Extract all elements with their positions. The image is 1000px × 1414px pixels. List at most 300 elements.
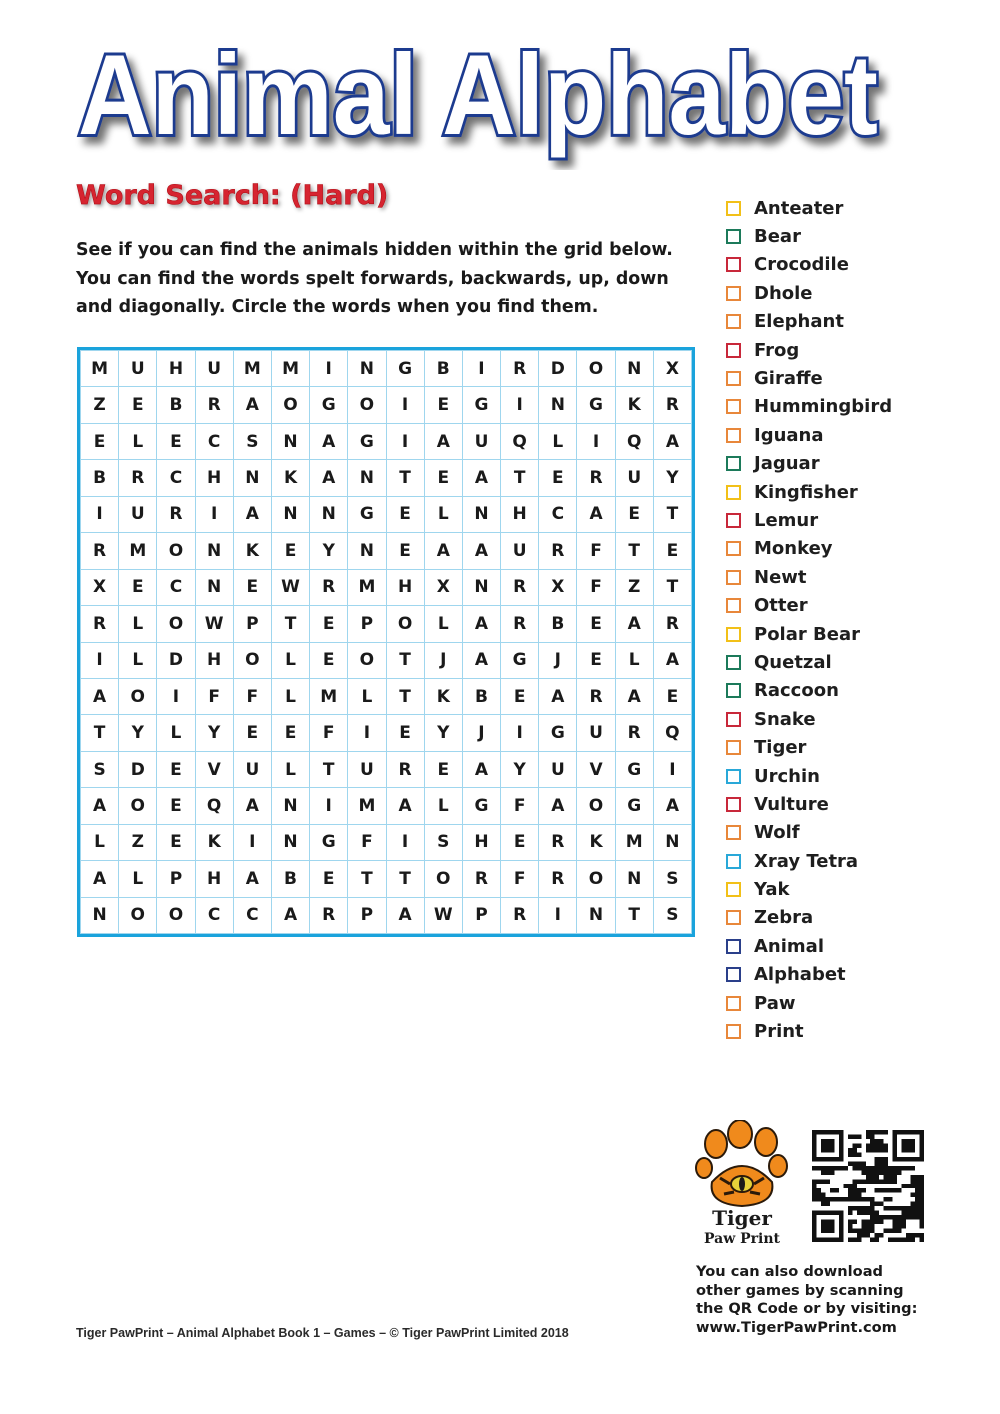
grid-cell[interactable]: A [386,897,424,933]
grid-cell[interactable]: N [271,788,309,824]
grid-cell[interactable]: E [424,751,462,787]
grid-cell[interactable]: O [348,642,386,678]
grid-cell[interactable]: H [195,861,233,897]
grid-cell[interactable]: A [81,861,119,897]
grid-cell[interactable]: X [539,569,577,605]
grid-cell[interactable]: H [195,642,233,678]
grid-cell[interactable]: E [501,678,539,714]
grid-cell[interactable]: G [539,715,577,751]
checkbox-icon[interactable] [726,627,741,642]
grid-cell[interactable]: E [119,569,157,605]
grid-cell[interactable]: F [501,861,539,897]
grid-cell[interactable]: A [424,533,462,569]
instruction-line: and diagonally. Circle the words when you find them. [76,297,599,317]
grid-cell[interactable]: B [81,460,119,496]
grid-cell[interactable]: T [615,533,653,569]
grid-cell[interactable]: I [501,387,539,423]
grid-cell[interactable]: G [310,387,348,423]
grid-cell[interactable]: Z [81,387,119,423]
grid-cell[interactable]: O [119,897,157,933]
grid-cell[interactable]: A [233,387,271,423]
checkbox-icon[interactable] [726,740,741,755]
checkbox-icon[interactable] [726,1024,741,1039]
grid-cell[interactable]: E [501,824,539,860]
grid-cell[interactable]: A [310,460,348,496]
grid-cell[interactable]: F [195,678,233,714]
grid-cell[interactable]: M [348,569,386,605]
grid-cell[interactable]: M [348,788,386,824]
checkbox-icon[interactable] [726,825,741,840]
grid-cell[interactable]: E [271,533,309,569]
grid-cell[interactable]: N [577,897,615,933]
grid-cell[interactable]: J [462,715,500,751]
grid-cell[interactable]: I [233,824,271,860]
grid-cell[interactable]: E [233,569,271,605]
grid-cell[interactable]: C [233,897,271,933]
grid-cell[interactable]: I [195,496,233,532]
grid-cell[interactable]: N [653,824,691,860]
checkbox-icon[interactable] [726,343,741,358]
grid-cell[interactable]: A [462,533,500,569]
grid-cell[interactable]: I [157,678,195,714]
grid-cell[interactable]: C [157,569,195,605]
grid-cell[interactable]: K [233,533,271,569]
word-label: Frog [754,339,800,361]
checkbox-icon[interactable] [726,485,741,500]
grid-cell[interactable]: A [462,751,500,787]
grid-cell[interactable]: L [157,715,195,751]
grid-cell[interactable]: G [462,788,500,824]
grid-cell[interactable]: T [310,751,348,787]
grid-cell[interactable]: N [615,351,653,387]
grid-cell[interactable]: N [195,569,233,605]
grid-cell[interactable]: R [539,861,577,897]
grid-cell[interactable]: U [501,533,539,569]
grid-cell[interactable]: A [577,496,615,532]
grid-cell[interactable]: R [310,569,348,605]
grid-cell[interactable]: Q [501,423,539,459]
grid-cell[interactable]: U [119,496,157,532]
grid-cell[interactable]: N [348,533,386,569]
grid-cell[interactable]: S [233,423,271,459]
grid-cell[interactable]: E [271,715,309,751]
grid-cell[interactable]: M [310,678,348,714]
grid-cell[interactable]: E [157,751,195,787]
grid-cell[interactable]: E [653,533,691,569]
grid-cell[interactable]: G [577,387,615,423]
grid-cell[interactable]: G [386,351,424,387]
grid-cell[interactable]: E [615,496,653,532]
grid-cell[interactable]: T [386,460,424,496]
grid-cell[interactable]: N [271,496,309,532]
grid-cell[interactable]: F [577,533,615,569]
grid-cell[interactable]: G [310,824,348,860]
grid-cell[interactable]: E [233,715,271,751]
grid-cell[interactable]: B [462,678,500,714]
grid-cell[interactable]: G [348,496,386,532]
word-list-item [726,677,892,705]
grid-cell[interactable]: A [310,423,348,459]
grid-cell[interactable]: E [157,824,195,860]
checkbox-icon[interactable] [726,570,741,585]
grid-cell[interactable]: R [501,351,539,387]
grid-cell[interactable]: A [539,788,577,824]
grid-cell[interactable]: H [195,460,233,496]
grid-cell[interactable]: O [271,387,309,423]
grid-cell[interactable]: G [501,642,539,678]
grid-cell[interactable]: Y [424,715,462,751]
grid-cell[interactable]: I [539,897,577,933]
grid-cell[interactable]: F [577,569,615,605]
checkbox-icon[interactable] [726,456,741,471]
grid-cell[interactable]: A [233,788,271,824]
grid-cell[interactable]: U [615,460,653,496]
grid-cell[interactable]: H [386,569,424,605]
grid-cell[interactable]: E [386,533,424,569]
grid-cell[interactable]: I [386,824,424,860]
grid-cell[interactable]: T [653,569,691,605]
grid-cell[interactable]: T [501,460,539,496]
grid-cell[interactable]: C [195,423,233,459]
grid-cell[interactable]: R [577,678,615,714]
grid-cell[interactable]: W [195,606,233,642]
grid-cell[interactable]: A [81,788,119,824]
grid-cell[interactable]: M [233,351,271,387]
grid-cell[interactable]: L [348,678,386,714]
grid-cell[interactable]: B [271,861,309,897]
grid-cell[interactable]: U [119,351,157,387]
grid-cell[interactable]: L [271,678,309,714]
checkbox-icon[interactable] [726,598,741,613]
grid-cell[interactable]: N [233,460,271,496]
checkbox-icon[interactable] [726,428,741,443]
grid-cell[interactable]: E [424,460,462,496]
grid-cell[interactable]: O [157,897,195,933]
grid-cell[interactable]: K [195,824,233,860]
grid-cell[interactable]: E [310,606,348,642]
grid-cell[interactable]: L [539,423,577,459]
checkbox-icon[interactable] [726,541,741,556]
grid-cell[interactable]: E [157,788,195,824]
word-label: Urchin [754,765,820,787]
grid-cell[interactable]: G [615,788,653,824]
word-list-item [726,421,892,449]
word-label: Crocodile [754,254,849,276]
grid-cell[interactable]: A [653,788,691,824]
grid-cell[interactable]: A [233,861,271,897]
grid-cell[interactable]: A [615,606,653,642]
grid-cell[interactable]: R [615,715,653,751]
grid-cell[interactable]: I [577,423,615,459]
grid-cell[interactable]: A [653,642,691,678]
grid-cell[interactable]: N [271,423,309,459]
logo-text-tiger: Tiger [712,1206,772,1230]
grid-cell[interactable]: G [348,423,386,459]
grid-cell[interactable]: I [462,351,500,387]
grid-cell[interactable]: P [157,861,195,897]
grid-cell[interactable]: F [310,715,348,751]
grid-cell[interactable]: G [462,387,500,423]
grid-cell[interactable]: I [653,751,691,787]
grid-cell[interactable]: A [539,678,577,714]
grid-cell[interactable]: L [119,423,157,459]
grid-row [81,715,692,751]
grid-cell[interactable]: N [310,496,348,532]
grid-cell[interactable]: U [462,423,500,459]
grid-cell[interactable]: O [577,861,615,897]
word-label: Alphabet [754,964,846,986]
grid-cell[interactable]: V [195,751,233,787]
grid-cell[interactable]: I [310,351,348,387]
grid-cell[interactable]: C [195,897,233,933]
grid-cell[interactable]: Z [615,569,653,605]
grid-cell[interactable]: G [615,751,653,787]
grid-cell[interactable]: R [195,387,233,423]
grid-cell[interactable]: E [310,642,348,678]
word-list-item [726,591,892,619]
grid-cell[interactable]: R [310,897,348,933]
grid-cell[interactable]: U [348,751,386,787]
grid-cell[interactable]: E [386,715,424,751]
grid-cell[interactable]: Y [119,715,157,751]
grid-cell[interactable]: I [386,387,424,423]
checkbox-icon[interactable] [726,286,741,301]
grid-cell[interactable]: B [424,351,462,387]
grid-cell[interactable]: M [81,351,119,387]
grid-cell[interactable]: T [615,897,653,933]
grid-cell[interactable]: P [233,606,271,642]
grid-cell[interactable]: L [271,642,309,678]
grid-cell[interactable]: N [195,533,233,569]
grid-cell[interactable]: N [539,387,577,423]
grid-cell[interactable]: T [386,678,424,714]
grid-cell[interactable]: M [271,351,309,387]
checkbox-icon[interactable] [726,769,741,784]
checkbox-icon[interactable] [726,712,741,727]
checkbox-icon[interactable] [726,655,741,670]
grid-cell[interactable]: B [539,606,577,642]
grid-cell[interactable]: O [386,606,424,642]
checkbox-icon[interactable] [726,882,741,897]
grid-cell[interactable]: E [386,496,424,532]
grid-cell[interactable]: X [653,351,691,387]
grid-cell[interactable]: R [119,460,157,496]
grid-cell[interactable]: A [233,496,271,532]
checkbox-icon[interactable] [726,967,741,982]
grid-cell[interactable]: B [157,387,195,423]
grid-cell[interactable]: A [462,606,500,642]
grid-cell[interactable]: R [386,751,424,787]
grid-cell[interactable]: L [424,788,462,824]
grid-cell[interactable]: L [119,642,157,678]
grid-cell[interactable]: F [233,678,271,714]
grid-cell[interactable]: U [195,351,233,387]
grid-cell[interactable]: S [424,824,462,860]
grid-cell[interactable]: O [157,533,195,569]
checkbox-icon[interactable] [726,257,741,272]
grid-cell[interactable]: K [424,678,462,714]
grid-cell[interactable]: A [615,678,653,714]
grid-cell[interactable]: Y [310,533,348,569]
grid-cell[interactable]: I [310,788,348,824]
grid-cell[interactable]: O [157,606,195,642]
grid-cell[interactable]: U [539,751,577,787]
grid-cell[interactable]: N [271,824,309,860]
grid-row [81,788,692,824]
grid-cell[interactable]: A [424,423,462,459]
grid-cell[interactable]: I [501,715,539,751]
grid-cell[interactable]: K [615,387,653,423]
grid-cell[interactable]: H [462,824,500,860]
grid-cell[interactable]: C [539,496,577,532]
grid-cell[interactable]: O [577,351,615,387]
grid-cell[interactable]: R [577,460,615,496]
grid-cell[interactable]: A [81,678,119,714]
checkbox-icon[interactable] [726,229,741,244]
grid-cell[interactable]: O [233,642,271,678]
grid-cell[interactable]: L [119,861,157,897]
grid-cell[interactable]: Y [195,715,233,751]
grid-cell[interactable]: W [271,569,309,605]
grid-cell[interactable]: U [233,751,271,787]
grid-cell[interactable]: E [577,606,615,642]
grid-cell[interactable]: I [81,642,119,678]
grid-cell[interactable]: V [577,751,615,787]
grid-cell[interactable]: I [81,496,119,532]
grid-cell[interactable]: X [424,569,462,605]
checkbox-icon[interactable] [726,314,741,329]
grid-cell[interactable]: E [424,387,462,423]
grid-cell[interactable]: C [157,460,195,496]
grid-cell[interactable]: L [119,606,157,642]
grid-cell[interactable]: S [653,897,691,933]
grid-cell[interactable]: O [424,861,462,897]
grid-cell[interactable]: F [501,788,539,824]
checkbox-icon[interactable] [726,939,741,954]
grid-cell[interactable]: L [424,496,462,532]
grid-cell[interactable]: O [577,788,615,824]
grid-cell[interactable]: J [424,642,462,678]
grid-cell[interactable]: L [271,751,309,787]
grid-cell[interactable]: L [81,824,119,860]
grid-cell[interactable]: R [501,606,539,642]
grid-cell[interactable]: D [157,642,195,678]
grid-cell[interactable]: Z [119,824,157,860]
grid-cell[interactable]: Y [653,460,691,496]
grid-cell[interactable]: E [157,423,195,459]
grid-cell[interactable]: M [119,533,157,569]
grid-cell[interactable]: I [386,423,424,459]
grid-cell[interactable]: R [539,533,577,569]
grid-cell[interactable]: R [501,569,539,605]
grid-cell[interactable]: E [653,678,691,714]
grid-cell[interactable]: N [615,861,653,897]
word-list-item [726,819,892,847]
grid-cell[interactable]: R [462,861,500,897]
grid-cell[interactable]: E [310,861,348,897]
grid-cell[interactable]: W [424,897,462,933]
grid-cell[interactable]: A [462,642,500,678]
grid-cell[interactable]: R [157,496,195,532]
grid-cell[interactable]: Q [653,715,691,751]
grid-cell[interactable]: Q [615,423,653,459]
grid-cell[interactable]: N [462,569,500,605]
checkbox-icon[interactable] [726,513,741,528]
grid-cell[interactable]: S [653,861,691,897]
checkbox-icon[interactable] [726,201,741,216]
grid-cell[interactable]: R [81,533,119,569]
checkbox-icon[interactable] [726,910,741,925]
grid-cell[interactable]: R [81,606,119,642]
grid-cell[interactable]: S [81,751,119,787]
grid-cell[interactable]: H [157,351,195,387]
grid-cell[interactable]: I [348,715,386,751]
grid-cell[interactable]: J [539,642,577,678]
grid-cell[interactable]: A [462,460,500,496]
grid-cell[interactable]: P [348,897,386,933]
checkbox-icon[interactable] [726,996,741,1011]
grid-cell[interactable]: K [271,460,309,496]
grid-cell[interactable]: K [577,824,615,860]
grid-cell[interactable]: A [653,423,691,459]
checkbox-icon[interactable] [726,797,741,812]
grid-cell[interactable]: D [539,351,577,387]
grid-cell[interactable]: E [577,642,615,678]
grid-cell[interactable]: O [348,387,386,423]
website-link[interactable]: www.TigerPawPrint.com [696,1318,897,1336]
grid-cell[interactable]: L [424,606,462,642]
grid-cell[interactable]: N [348,351,386,387]
grid-cell[interactable]: T [386,642,424,678]
grid-cell[interactable]: T [271,606,309,642]
grid-cell[interactable]: O [119,678,157,714]
grid-cell[interactable]: N [462,496,500,532]
checkbox-icon[interactable] [726,399,741,414]
checkbox-icon[interactable] [726,371,741,386]
grid-cell[interactable]: R [653,606,691,642]
grid-cell[interactable]: F [348,824,386,860]
grid-cell[interactable]: T [653,496,691,532]
grid-cell[interactable]: E [119,387,157,423]
grid-cell[interactable]: D [119,751,157,787]
grid-cell[interactable]: E [81,423,119,459]
qr-code-icon[interactable] [812,1130,924,1242]
grid-cell[interactable]: E [539,460,577,496]
grid-cell[interactable]: T [348,861,386,897]
grid-cell[interactable]: L [615,642,653,678]
grid-cell[interactable]: P [462,897,500,933]
grid-cell[interactable]: H [501,496,539,532]
grid-cell[interactable]: R [539,824,577,860]
checkbox-icon[interactable] [726,683,741,698]
grid-cell[interactable]: R [501,897,539,933]
grid-cell[interactable]: R [653,387,691,423]
grid-cell[interactable]: U [577,715,615,751]
grid-cell[interactable]: Y [501,751,539,787]
grid-cell[interactable]: A [386,788,424,824]
grid-cell[interactable]: Q [195,788,233,824]
grid-cell[interactable]: N [81,897,119,933]
grid-cell[interactable]: T [386,861,424,897]
grid-cell[interactable]: T [81,715,119,751]
grid-cell[interactable]: O [119,788,157,824]
checkbox-icon[interactable] [726,854,741,869]
grid-cell[interactable]: X [81,569,119,605]
grid-cell[interactable]: P [348,606,386,642]
grid-cell[interactable]: A [271,897,309,933]
grid-cell[interactable]: N [348,460,386,496]
grid-cell[interactable]: M [615,824,653,860]
